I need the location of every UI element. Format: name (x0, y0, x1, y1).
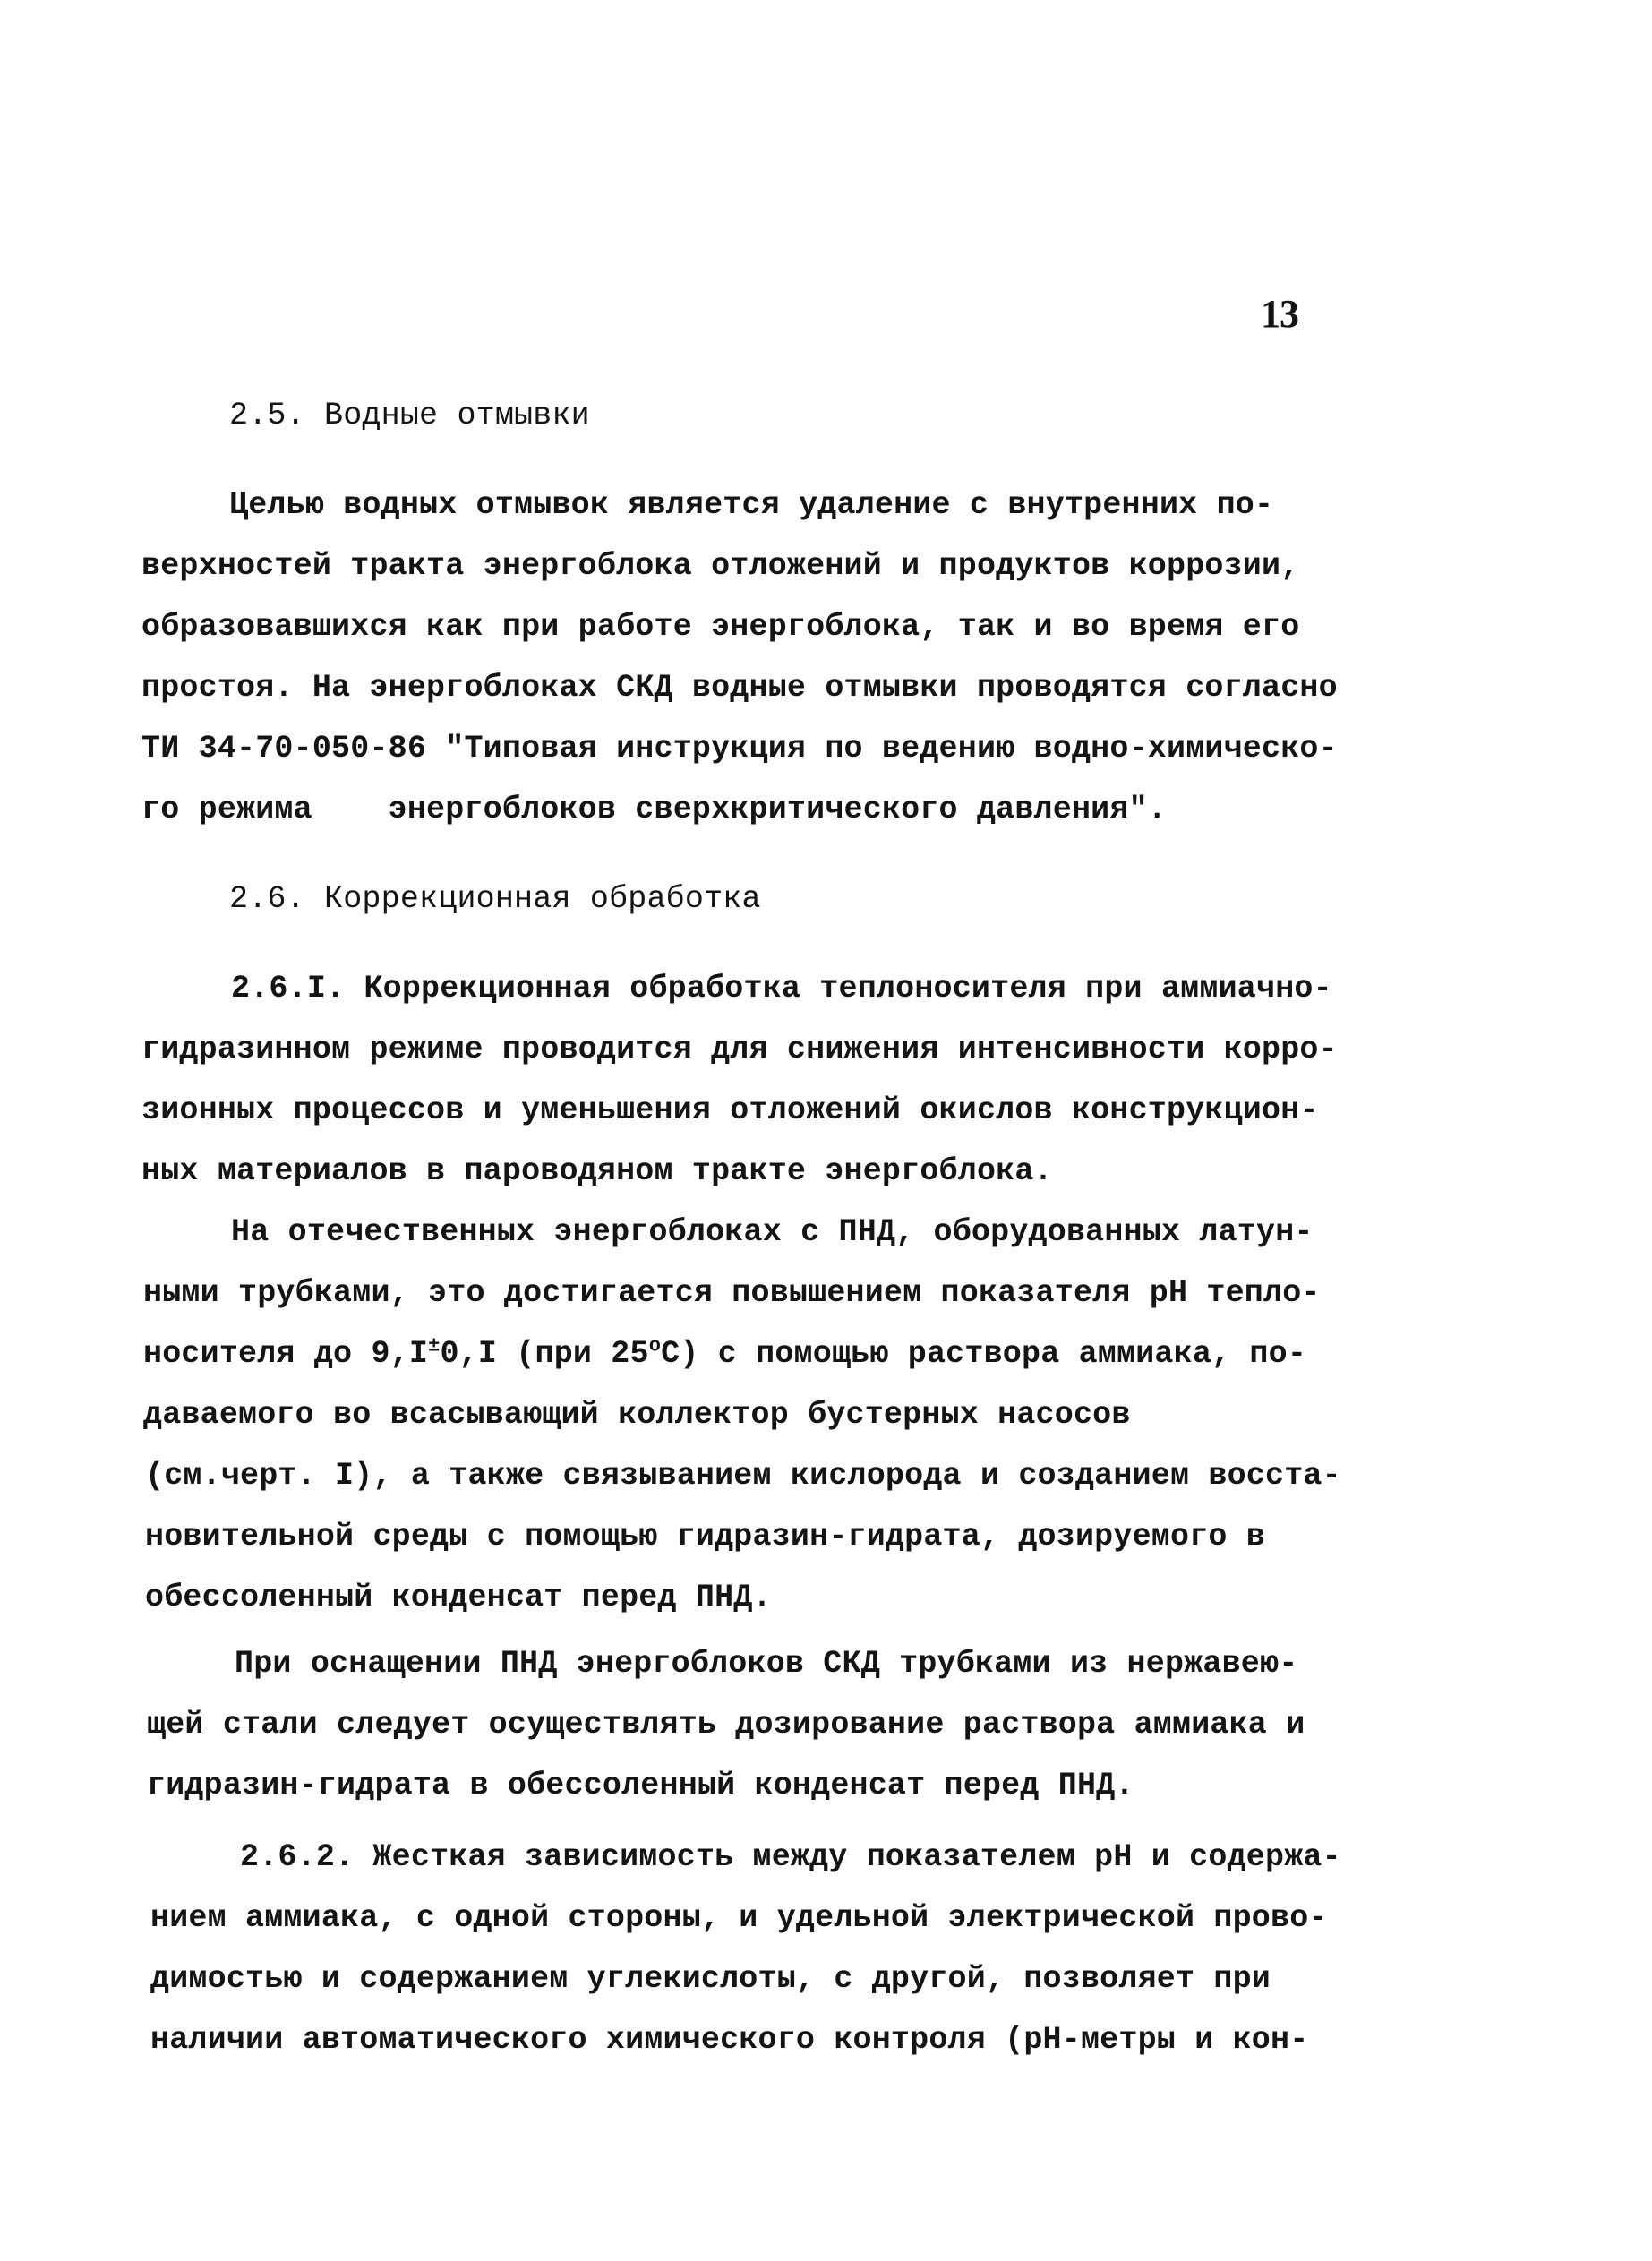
text-fragment: 0,I (при 25 (440, 1336, 649, 1372)
section-heading-2-5: 2.5. Водные отмывки (229, 398, 590, 433)
paragraph-line: новительной среды с помощью гидразин-гидрата, дозируемого в (145, 1519, 1266, 1554)
paragraph-line: Целью водных отмывок является удаление с внутренних по- (229, 487, 1274, 523)
paragraph-line: димостью и содержанием углекислоты, с другой, позволяет при (150, 1961, 1271, 1997)
paragraph-line: ных материалов в пароводяном тракте энергоблока. (141, 1153, 1053, 1189)
paragraph-line: гидразин-гидрата в обессоленный конденсат перед ПНД. (147, 1768, 1134, 1803)
paragraph-line: простоя. На энергоблоках СКД водные отмывки проводятся согласно (141, 670, 1338, 706)
paragraph-line: образовавшихся как при работе энергоблока, так и во время его (141, 609, 1300, 645)
text-fragment: носителя до 9,I (143, 1336, 429, 1372)
paragraph-line: обессоленный конденсат перед ПНД. (145, 1580, 772, 1615)
paragraph-line: щей стали следует осуществлять дозирование раствора аммиака и (147, 1707, 1305, 1743)
paragraph-line: На отечественных энергоблоках с ПНД, оборудованных латун- (231, 1214, 1314, 1250)
paragraph-line: даваемого во всасывающий коллектор бустерных насосов (143, 1397, 1131, 1433)
paragraph-line: (см.черт. I), а также связыванием кислорода и созданием восста- (145, 1458, 1341, 1494)
paragraph-line: ТИ 34-70-050-86 "Типовая инструкция по ведению водно-химическо- (141, 731, 1338, 767)
section-heading-2-6: 2.6. Коррекционная обработка (229, 881, 761, 917)
paragraph-line: гидразинном режиме проводится для снижения интенсивности корро- (141, 1032, 1338, 1067)
page-number: 13 (1261, 292, 1298, 336)
paragraph-line: наличии автоматического химического контроля (pH-метры и кон- (150, 2022, 1309, 2058)
paragraph-line: нием аммиака, с одной стороны, и удельной электрической прово- (150, 1900, 1328, 1936)
paragraph-line-with-superscripts (143, 1334, 1307, 1372)
text-fragment: С) с помощью раствора аммиака, по- (661, 1336, 1307, 1372)
paragraph-line: ными трубками, это достигается повышением показателя pH тепло- (143, 1275, 1321, 1311)
paragraph-line: го режима энергоблоков сверхкритического давления". (141, 792, 1167, 827)
degree-sign: о (648, 1334, 662, 1357)
paragraph-line: 2.6.I. Коррекционная обработка теплоносителя при аммиачно- (231, 971, 1332, 1006)
paragraph-line: При оснащении ПНД энергоблоков СКД трубками из нержавею- (235, 1646, 1298, 1682)
paragraph-line: зионных процессов и уменьшения отложений окислов конструкцион- (141, 1092, 1319, 1128)
paragraph-line: 2.6.2. Жесткая зависимость между показателем pH и содержа- (240, 1839, 1341, 1875)
paragraph-line: верхностей тракта энергоблока отложений и продуктов коррозии, (141, 548, 1300, 584)
plus-minus-sign: ± (428, 1334, 441, 1357)
